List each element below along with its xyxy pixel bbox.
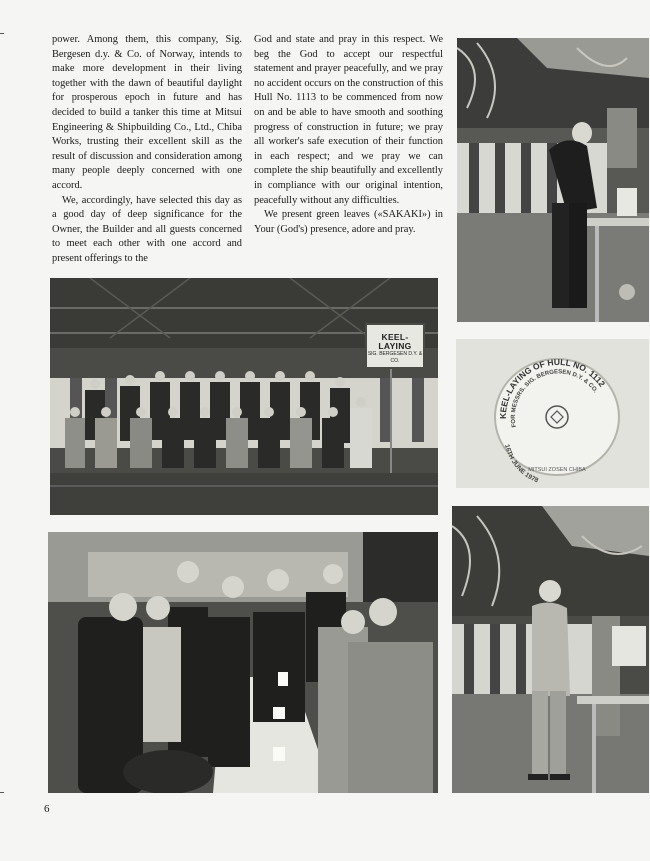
margin-tick [0,33,4,34]
medal-text-1: KEEL-LAYING OF HULL NO. 1112 [497,356,608,420]
text-column-right [254,33,443,237]
medal-text-2: FOR MESSRS. SIG. BERGESEN D.Y. & CO. [510,369,599,428]
page-number: 6 [44,803,50,815]
sign-title: KEEL-LAYING [378,332,412,351]
photo-guests-toasting [48,532,438,793]
text-column-left [52,33,242,267]
photo-group-portrait [50,278,438,515]
medal-text-3: 16TH JUNE 1978 [503,443,540,485]
paragraph: power. Among them, this company, Sig. Bergesen d.y. & Co. of Norway, intends to make more development in their living together with the dawn of beautiful daylight for prosperous epoch in future and has decided to build a tanker this time at Mitsui Engineering & Shipbuilding Co., Ltd., Chiba Works, trusting their excellent skill as the result of discussion and consideration among many people deeply concerned with one accord. [52,34,242,191]
photo-art [456,339,649,488]
photo-commemorative-medal [456,339,649,488]
paragraph: God and state and pray in this respect. We beg the God to accept our respectful statement and prayer peacefully, and we pray no accident occurs on the construction of this Hull No. 1113 to be commenced from now on and be able to have smooth and soothing progress of construction in future; we pray all worker's safe execution of their function in each respect; and we pray we can complete the ship beautifully and excellently in compliance with our original intention, peacefully without any difficulties. [254,34,443,206]
paragraph: We, accordingly, have selected this day as a good day of deep significance for the Owner, the Builder and all guests concerned to meet each other with one accord and present offerings to the [52,194,242,264]
photo-art [48,532,438,793]
sign-subtitle: SIG. BERGESEN D.Y. & CO. [367,351,423,364]
photo-man-at-altar [452,506,649,793]
photo-art [50,278,438,515]
medal-text-4: MITSUI ZOSEN CHIBA [528,467,586,473]
photo-man-bowing-at-altar [457,38,649,322]
paragraph: We present green leaves («SAKAKI») in Your (God's) presence, adore and pray. [254,209,443,235]
margin-tick [0,792,4,793]
photo-art [457,38,649,322]
keel-laying-sign [365,323,425,369]
photo-art [452,506,649,793]
